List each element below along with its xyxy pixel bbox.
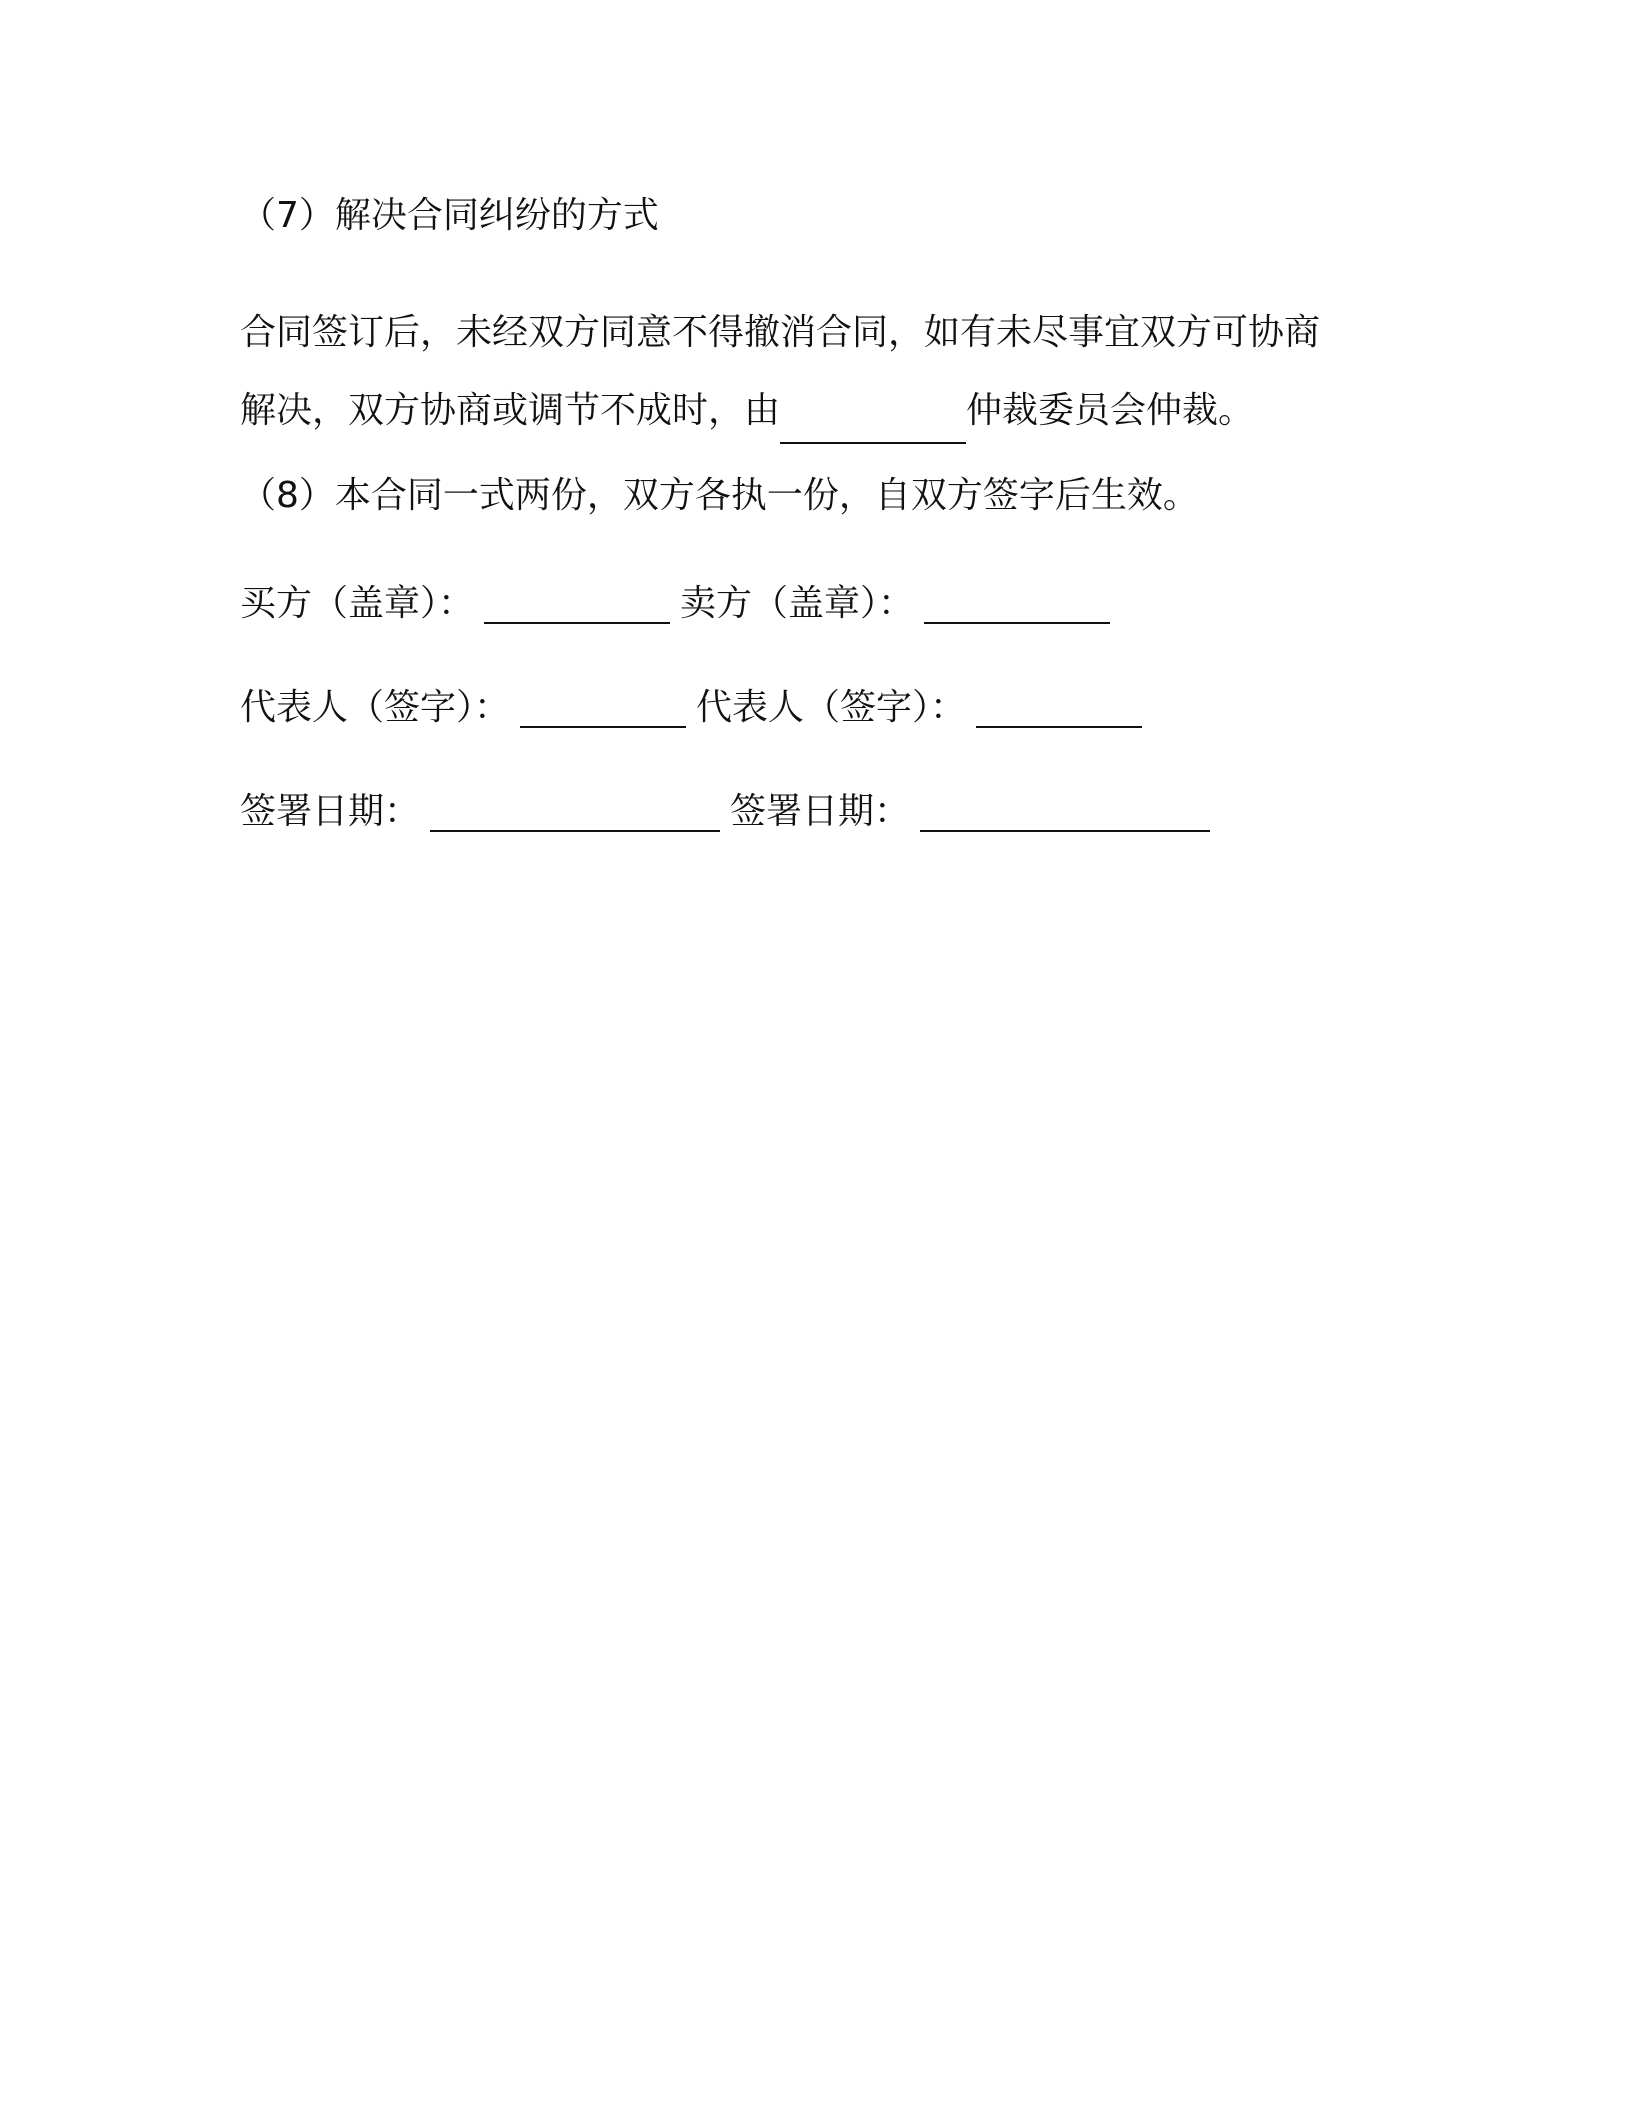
clause-7-line-2-after: 仲裁委员会仲裁。	[966, 390, 1255, 431]
clause-7-heading: （7）解决合同纠纷的方式	[240, 195, 659, 236]
representative-row	[240, 682, 1400, 734]
clause-7-line-1: 合同签订后，未经双方同意不得撤消合同，如有未尽事宜双方可协商	[240, 312, 1321, 353]
seal-row	[240, 578, 1400, 630]
buyer-date-label: 签署日期：	[240, 791, 421, 832]
buyer-date-blank	[430, 790, 720, 832]
seller-seal-blank	[924, 582, 1110, 624]
buyer-seal-blank	[484, 582, 670, 624]
buyer-seal-label: 买方（盖章）：	[240, 583, 475, 624]
date-row	[240, 786, 1400, 838]
seller-date-label: 签署日期：	[730, 791, 911, 832]
clause-8-text: （8）本合同一式两份，双方各执一份，自双方签字后生效。	[240, 475, 1199, 516]
document-content	[240, 190, 1400, 890]
arbitration-committee-blank	[780, 402, 966, 444]
clause-7-body	[240, 294, 1400, 450]
clause-7-line-2-before: 解决，双方协商或调节不成时，由	[240, 390, 781, 431]
seller-rep-blank	[976, 686, 1142, 728]
clause-7-line-2	[240, 372, 1400, 450]
buyer-rep-blank	[520, 686, 686, 728]
seller-seal-label: 卖方（盖章）：	[680, 583, 915, 624]
seller-date-blank	[920, 790, 1210, 832]
buyer-rep-label: 代表人（签字）：	[240, 687, 511, 728]
seller-rep-label: 代表人（签字）：	[696, 687, 967, 728]
